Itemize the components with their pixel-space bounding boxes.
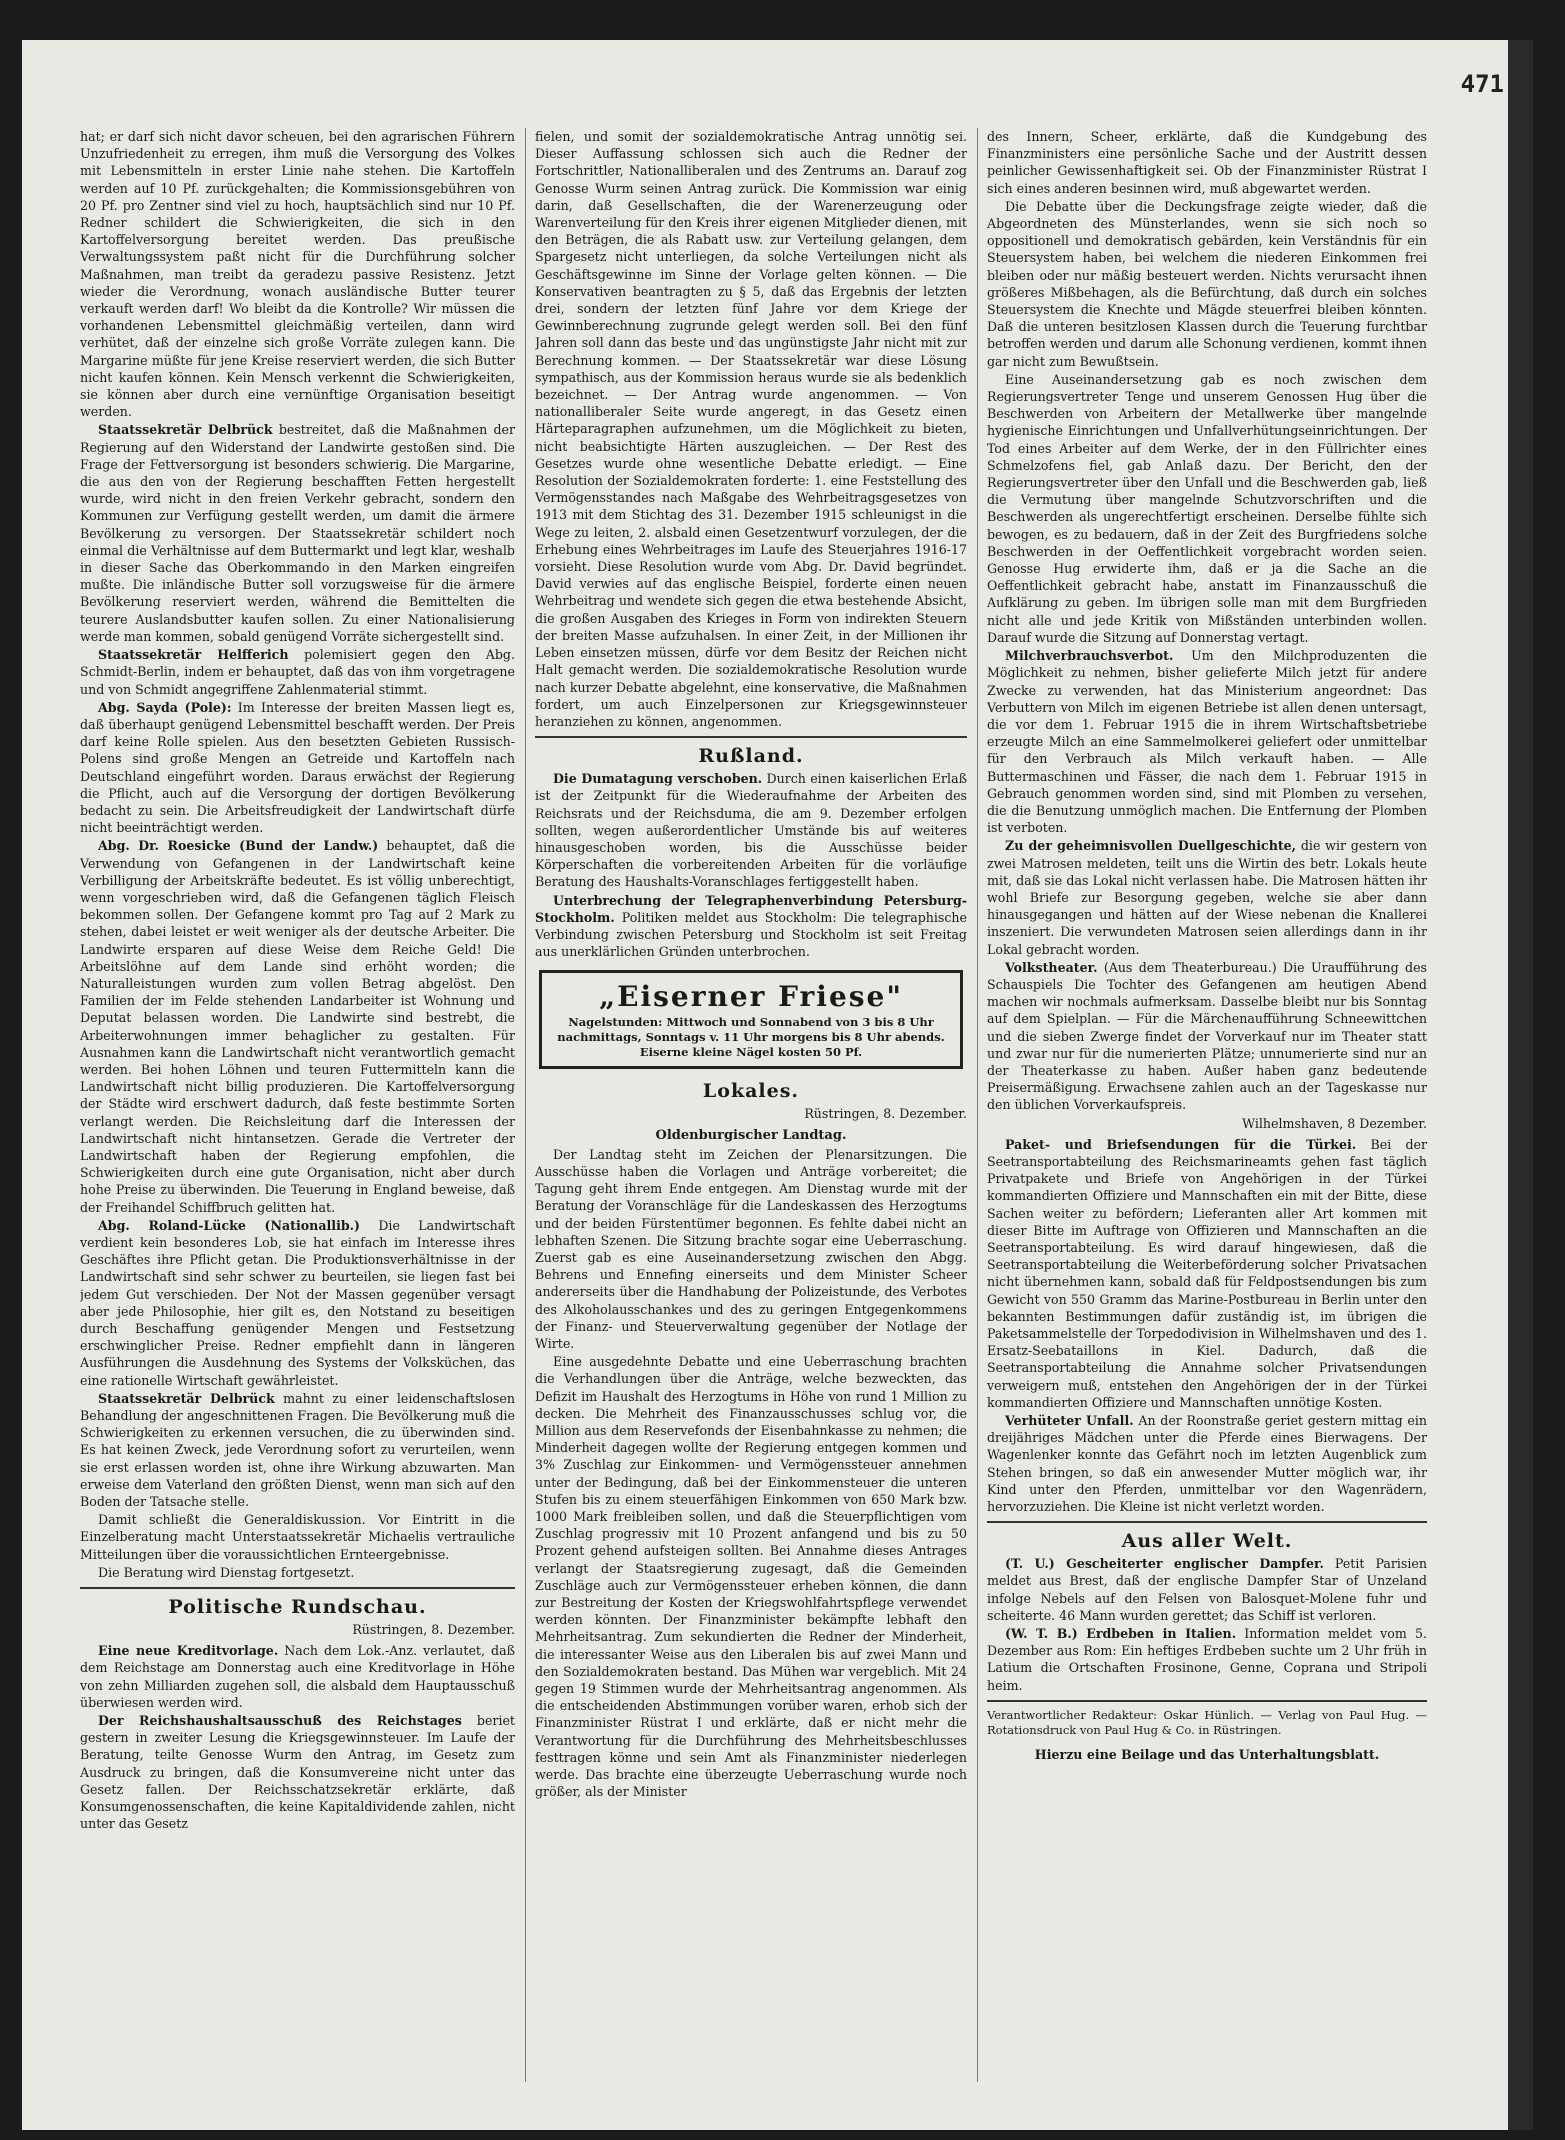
paragraph: [80, 699, 515, 837]
section-divider: [80, 1587, 515, 1589]
section-heading: Politische Rundschau.: [168, 1596, 427, 1619]
advert-text: Eiserne kleine Nägel kosten 50 Pf.: [639, 1045, 863, 1060]
paragraph: [80, 1390, 515, 1510]
paragraph-text: Politiken meldet aus Stockholm: Die telegraphische Verbindung zwischen Petersburg und Stockholm ist seit Freitag aus unerklärlichen Gründen unterbrochen.: [535, 909, 967, 960]
paragraph-text: Nach dem Lok.-Anz. verlautet, daß dem Reichstage am Donnerstag auch eine Kreditvorlage in Höhe von zehn Milliarden zugehen soll, die alsbald dem Hauptausschuß überwiesen werden wird.: [80, 1643, 515, 1710]
paragraph: [535, 770, 967, 890]
section-divider: [987, 1521, 1427, 1523]
paragraph-text: mahnt zu einer leidenschaftslosen Behandlung der angeschnittenen Fragen. Die Bevölkerung muß die Schwierigkeiten zu erkennen versuchen, die zu überwinden sind. Es hat keinen Zweck, jede Verordnung sofort zu verurteilen, wenn sie erst erlassen worden ist, ohne ihre Wirkung abzuwarten. Man erweise dem Vaterland den größten Dienst, wenn man sich auf den Boden der Tatsache stelle.: [80, 1390, 515, 1510]
supplement-note: Hierzu eine Beilage und das Unterhaltungsblatt.: [1034, 1746, 1380, 1762]
paragraph-text: die wir gestern von zwei Matrosen meldeten, teilt uns die Wirtin des betr. Lokals heute mit, daß sie das Lokal nicht verlassen habe. Die Matrosen hätten ihr wohl Briefe zur Besorgung gegeben, welche sie aber dann hinausgegangen und hätten auf der Wiese nebenan die Knallerei inszeniert. Die verwundeten Matrosen seien allerdings dann in ihr Lokal gebracht worden.: [987, 838, 1427, 957]
speaker: Staatssekretär Helfferich: [98, 647, 289, 663]
paragraph: Der Landtag steht im Zeichen der Plenarsitzungen. Die Ausschüsse haben die Vorlagen und Anträge vorbereitet; die Tagung geht ihrem Ende entgegen. Am Dienstag wurde mit der Beratung der Voranschläge für die Landeskassen des Herzogtums und der beiden Fürstentümer begonnen. Es fehlte dabei nicht an lebhaften Szenen. Die Sitzung brachte sogar eine Ueberraschung. Zuerst gab es eine Auseinandersetzung zwischen den Abgg. Behrens und Ennefing einerseits und dem Minister Scheer andererseits über die Handhabung der Polizeistunde, des Verbotes des Alkoholausschankes und des zu geringen Entgegenkommens der Finanz- und Steuerverwaltung gegenüber der Notlage der Wirte.: [535, 1146, 967, 1351]
paragraph: Die Beratung wird Dienstag fortgesetzt.: [98, 1564, 355, 1580]
paragraph: [987, 1625, 1427, 1694]
lead: Volkstheater.: [1005, 959, 1098, 975]
column-3: [987, 128, 1427, 2082]
paragraph: [80, 1642, 515, 1711]
newspaper-page: [22, 40, 1530, 2130]
paragraph-text: An der Roonstraße geriet gestern mittag ein dreijähriges Mädchen unter die Pferde eines Bierwagens. Der Wagenlenker konnte das Gefährt noch im letzten Augenblick zum Stehen bringen, so daß ein anwesender Mutter möglich war, ihr Kind unter den Pferden, unmittelbar vor den Wagenrädern, hervorzuziehen. Die Kleine ist nicht verletzt worden.: [987, 1413, 1427, 1515]
paragraph: [80, 421, 515, 645]
section-heading: Lokales.: [702, 1080, 800, 1103]
paragraph: [80, 1712, 515, 1832]
paragraph: fielen, und somit der sozialdemokratische Antrag unnötig sei. Dieser Auffassung schlossen sich auch die Redner der Fortschrittler, Nationalliberalen und des Zentrums an. Darauf zog Genosse Wurm seinen Antrag zurück. Die Kommission war einig darin, daß Gesellschaften, die der Warenerzeugung oder Warenverteilung für den Kreis ihrer eigenen Mitglieder dienen, mit den Beträgen, die als Rabatt usw. zur Verteilung gelangen, dem Spargesetz nicht unterliegen, da solche Verteilungen nicht als Geschäftsgewinne im Sinne der Vorlage gelten können. — Die Konservativen beantragten zu § 5, daß das Ergebnis der letzten drei, sondern der letzten fünf Jahre vor dem Kriege der Gewinnberechnung zugrunde gelegt werden soll. Bei den fünf Jahren soll dann das beste und das ungünstigste Jahr nicht mit zur Berechnung kommen. — Der Staatssekretär war diese Lösung sympathisch, aus der Kommission heraus wurde sie als bedenklich bezeichnet. — Der Antrag wurde angenommen. — Von nationalliberaler Seite wurde angeregt, in das Gesetz einen Härteparagraphen aufzunehmen, um die Möglichkeit zu bieten, nicht beabsichtigte Härten auszugleichen. — Der Rest des Gesetzes wurde ohne wesentliche Debatte erledigt. — Eine Resolution der Sozialdemokraten forderte: 1. eine Feststellung des Vermögensstandes nach Maßgabe des Wehrbeitragsgesetzes von 1913 mit dem Stichtag des 31. Dezember 1915 schleunigst in die Wege zu leiten, 2. alsbald einen Gesetzentwurf vorzulegen, der die Erhebung eines Wehrbeitrages im Laufe des Steuerjahres 1916-17 vorsieht. Diese Resolution wurde vom Abg. Dr. David begründet. David verwies auf das englische Beispiel, forderte einen neuen Wehrbeitrag und wendete sich gegen die etwa bestehende Absicht, die großen Ausgaben des Krieges in Form von indirekten Steuern der breiten Masse aufzuhalsen. In einer Zeit, in der Millionen ihr Leben einsetzen müssen, dürfe vor dem Besitz der Reichen nicht Halt gemacht werden. Die sozialdemokratische Resolution wurde nach kurzer Debatte abgelehnt, eine konservative, die Maßnahmen fordert, um auch Einzelpersonen zur Kriegsgewinnsteuer heranziehen zu können, angenommen.: [535, 129, 967, 729]
dateline: Rüstringen, 8. Dezember.: [352, 1622, 515, 1638]
paragraph-text: beriet gestern in zweiter Lesung die Kriegsgewinnsteuer. Im Laufe der Beratung, teilte Genosse Wurm den Antrag, im Gesetz zum Ausdruck zu bringen, daß die Konsumvereine nicht unter das Gesetz fallen. Der Reichsschatzsekretär erklärte, daß Konsumgenossenschaften, die keine Kapitaldividende zahlen, nicht unter das Gesetz: [80, 1713, 515, 1832]
speaker: Abg. Roland-Lücke (Nationallib.): [98, 1217, 361, 1233]
paragraph-text: Im Interesse der breiten Massen liegt es, daß überhaupt genügend Lebensmittel beschafft werden. Der Preis darf keine Rolle spielen. Aus den besetzten Gebieten Russisch-Polens sind große Mengen an Getreide und Kartoffeln nach Deutschland eingeführt worden. Daraus erwächst der Regierung die Pflicht, auch auf die Versorgung der dortigen Bevölkerung bedacht zu sein. Die Arbeitsfreudigkeit der Landwirtschaft dürfe nicht beeinträchtigt werden.: [80, 699, 515, 836]
lead: Paket- und Briefsendungen für die Türkei.: [1005, 1136, 1357, 1152]
advertisement-box: [539, 970, 963, 1069]
column-divider: [977, 128, 978, 2082]
lead: Verhüteter Unfall.: [1005, 1413, 1134, 1429]
paragraph: [987, 1555, 1427, 1624]
speaker: Abg. Sayda (Pole):: [98, 699, 232, 715]
paragraph-text: behauptet, daß die Verwendung von Gefangenen in der Landwirtschaft keine Verbilligung der Arbeitskräfte bedeutet. Es ist völlig unberechtigt, wenn vorgeschrieben wird, daß die Gefangenen täglich Fleisch bekommen sollen. Der Gefangene kommt pro Tag auf 2 Mark zu stehen, dabei leistet er weit weniger als der deutsche Arbeiter. Die Landwirte ersparen auf diese Weise dem Reiche Geld! Die Arbeitslöhne auf dem Lande sind erhöht worden; die Naturalleistungen wurden zum vollen Betrag abgelöst. Den Familien der im Felde stehenden Landarbeiter ist Wohnung und Deputat belassen worden. Die Landwirte sind bestrebt, die Arbeiterwohnungen immer behaglicher zu gestalten. Für Ausnahmen kann die Landwirtschaft nicht verantwortlich gemacht werden. Bei hohen Löhnen und teuren Futtermitteln kann die Landwirtschaft nicht billig produzieren. Die Kartoffelversorgung der Städte wird erschwert dadurch, daß feste bestimmte Sorten verlangt werden. Die Reichsleitung darf die Interessen der Landwirtschaft nicht hintansetzen. Gerade die Vertreter der Landwirtschaft haben der Regierung empfohlen, die Schwierigkeiten durch eine gute Organisation, nicht aber durch hohe Preise zu überwinden. Die Teuerung in England beweise, daß der Freihandel Schiffbruch gelitten hat.: [80, 838, 515, 1215]
paragraph-text: Petit Parisien meldet aus Brest, daß der englische Dampfer Star of Unzeland infolge Nebels auf den Felsen von Balosquet-Molene fuhr und scheiterte. 46 Mann wurden gerettet; das Schiff ist verloren.: [987, 1556, 1427, 1623]
paragraph-text: Information meldet vom 5. Dezember aus Rom: Ein heftiges Erdbeben suchte um 2 Uhr früh in Latium die Ortschaften Frosinone, Genne, Coprana und Stripoli heim.: [987, 1626, 1427, 1693]
paragraph-text: (Aus dem Theaterbureau.) Die Uraufführung des Schauspiels Die Tochter des Gefangenen am heutigen Abend machen wir nochmals aufmerksam. Dasselbe bleibt nur bis Sonntag auf dem Spielplan. — Für die Märchenaufführung Schneewittchen und die sieben Zwerge findet der Vorverkauf nur im Theater statt und zwar nur für die numerierten Plätze; unnumerierte sind nur an der Theaterkasse zu haben. Außer haben ganz bedeutende Preisermäßigung. Erwachsene zahlen auch an der Tageskasse nur den üblichen Vorverkaufspreis.: [987, 959, 1427, 1113]
advert-text: Nagelstunden: Mittwoch und Sonnabend von 3 bis 8 Uhr nachmittags, Sonntags v. 11 Uhr morgens bis 8 Uhr abends.: [557, 1015, 945, 1045]
paragraph: Eine Auseinandersetzung gab es noch zwischen dem Regierungsvertreter Tenge und unserem Genossen Hug über die Beschwerden von Arbeitern der Metallwerke über mangelnde hygienische Einrichtungen und Unfallverhütungseinrichtungen. Der Tod eines Arbeiter auf dem Werke, der in den Füllrichter eines Schmelzofens fiel, gab Anlaß dazu. Der Bericht, den der Regierungsvertreter über den Unfall und die Beschwerden gab, ließ die Vermutung über mangelnde Schutzvorschriften und die Beschwerden als ungerechtfertigt erscheinen. Derselbe fühlte sich bewogen, es zu bedauern, daß in der Zeit des Burgfriedens solche Beschwerden in der Oeffentlichkeit vorgebracht worden seien. Genosse Hug erwiderte ihm, daß er ja die Sache an die Oeffentlichkeit gebracht habe, anstatt im Finanzausschuß die Aufklärung zu geben. Im übrigen solle man mit dem Burgfrieden nicht alle und jede Kritik von Mißständen unterbinden wollen. Darauf wurde die Sitzung auf Donnerstag vertagt.: [987, 371, 1427, 645]
speaker: Staatssekretär Delbrück: [98, 422, 273, 438]
lead: Unterbrechung der Telegraphenverbindung Petersburg-Stockholm.: [535, 892, 967, 925]
lead: Die Dumatagung verschoben.: [553, 771, 763, 787]
paragraph-text: bestreitet, daß die Maßnahmen der Regierung auf den Widerstand der Landwirte gestoßen sind. Die Frage der Fettversorgung ist besonders schwierig. Die Margarine, die aus den von der Regierung beschafften Fetten hergestellt wurde, wird nicht in den freien Verkehr gebracht, sondern den Kommunen zur Verfügung gestellt werden, um damit die ärmere Bevölkerung zu versorgen. Der Staatssekretär schildert noch einmal die Verhältnisse auf dem Buttermarkt und legt klar, weshalb in dieser Sache das Oberkommando in den Marken eingreifen mußte. Die inländische Butter soll vorzugsweise für die ärmere Bevölkerung reserviert werden, während die Bemittelten die teurere Auslandsbutter kaufen sollen. Zu einer Nationalisierung werde man kommen, sobald genügend Vorräte sichergestellt sind.: [80, 422, 515, 644]
advert-title: „Eiserner Friese": [599, 980, 903, 1014]
paragraph: [80, 837, 515, 1215]
paragraph-text: polemisiert gegen den Abg. Schmidt-Berlin, indem er behauptet, daß das von ihm vorgetragene und von Schmidt angegriffene Zahlenmaterial stimmt.: [80, 647, 515, 697]
paragraph: [987, 837, 1427, 957]
section-heading: Aus aller Welt.: [1121, 1530, 1293, 1553]
paragraph-text: Bei der Seetransportabteilung des Reichsmarineamts gehen fast täglich Privatpakete und Briefe von Angehörigen in der Türkei kommandierten Offiziere und Mannschaften ein mit der Bitte, diese Sachen weiter zu befördern; Lieferanten aller Art kommen mit dieser Bitte im Auftrage von Offizieren und Mannschaften an die Seetransportabteilung. Es wird darauf hingewiesen, daß die Seetransportabteilung die Weiterbeförderung solcher Privatsachen nicht übernehmen kann, sobald daß für Feldpostsendungen bis zum Gewicht von 550 Gramm das Marine-Postbureau in Berlin unter den bekannten Bestimmungen dafür zuständig ist, im übrigen die Paketsammelstelle der Torpedodivision in Wilhelmshaven und des 1. Ersatz-Seebataillons in Kiel. Dadurch, daß die Seetransportabteilung die Annahme solcher Privatsendungen verweigern muß, entstehen den Angehörigen der in der Türkei kommandierten Offiziere und Mannschaften unnötige Kosten.: [987, 1136, 1427, 1410]
paragraph: [987, 647, 1427, 836]
book-spine: [1508, 40, 1533, 2130]
dateline: Rüstringen, 8. Dezember.: [804, 1106, 967, 1122]
paragraph-text: Die Landwirtschaft verdient kein besonderes Lob, sie hat einfach im Interesse ihres Geschäftes ihre Pflicht getan. Die Produktionsverhältnisse in der Landwirtschaft sind sehr schwer zu beurteilen, sie liegen fast bei jedem Gut verschieden. Der Not der Massen gegenüber versagt aber jede Philosophie, hier gilt es, den Notstand zu beseitigen durch Beschaffung genügender Mengen und Festsetzung erschwinglicher Preise. Redner empfiehlt dann in längeren Ausführungen die Ausdehnung des Systems der Volksküchen, das eine rationelle Wirtschaft gewährleistet.: [80, 1217, 515, 1388]
lead: (T. U.) Gescheiterter englischer Dampfer.: [1005, 1556, 1324, 1572]
section-divider: [535, 736, 967, 738]
paragraph: [987, 1136, 1427, 1411]
paragraph: [80, 1217, 515, 1389]
column-1: [80, 128, 515, 2082]
section-heading: Rußland.: [698, 745, 804, 768]
lead: Zu der geheimnisvollen Duellgeschichte,: [1005, 838, 1297, 854]
paragraph: [987, 959, 1427, 1114]
speaker: Staatssekretär Delbrück: [98, 1390, 275, 1406]
paragraph-text: Um den Milchproduzenten die Möglichkeit zu nehmen, bisher gelieferte Milch jetzt für andere Zwecke zu verwenden, hat das Ministerium angeordnet: Das Verbuttern von Milch im eigenen Betriebe ist allen denen untersagt, die vor dem 1. Februar 1915 die in ihrem Wirtschaftsbetriebe erzeugte Milch an eine Sammelmolkerei geliefert oder unmittelbar für den Verbrauch als Milch verkauft haben. — Alle Buttermaschinen und Fässer, die nach dem 1. Februar 1915 in Gebrauch genommen worden sind, sind mit Plomben zu versehen, die die Benutzung unmöglich machen. Die Entfernung der Plomben ist verboten.: [987, 648, 1427, 836]
subheading: Oldenburgischer Landtag.: [655, 1127, 847, 1143]
lead: Milchverbrauchsverbot.: [1005, 648, 1174, 664]
paragraph: Eine ausgedehnte Debatte und eine Ueberraschung brachten die Verhandlungen über die Anträge, welche bezweckten, das Defizit im Haushalt des Herzogtums in Höhe von rund 1 Million zu decken. Die Mehrheit des Finanzausschusses schlug vor, die Million aus dem Reservefonds der Eisenbahnkasse zu nehmen; die Minderheit dagegen wollte der Regierung entgegen kommen und 3% Zuschlag zur Einkommen- und Vermögenssteuer annehmen unter der Bedingung, daß bei der Einkommensteuer die unteren Stufen bis zu einem steuerfähigen Einkommen von 650 Mark bzw. 1000 Mark freibleiben sollen, und daß die Steuerpflichtigen vom Zuschlag progressiv mit 10 Prozent anfangend und bis zu 50 Prozent gehend aufsteigen sollten. Bei Annahme dieses Antrages verlangt der Staatsregierung zugesagt, daß die Gemeinden Zuschläge auch zur Vermögenssteuer erheben können, die dann zur Bestreitung der Kosten der Kriegswohlfahrtspflege verwendet werden könnten. Der Finanzminister bekämpfte lebhaft den Mehrheitsantrag. Zum sekundierten die Redner der Minderheit, die interessanter Weise aus den Liberalen bis auf zwei Mann und den Sozialdemokraten bestand. Das Mühen war vergeblich. Mit 24 gegen 19 Stimmen wurde der Mehrheitsantrag angenommen. Als die entscheidenden Abstimmungen vorüber waren, erhob sich der Finanzminister Rüstrat I und erklärte, daß er nicht mehr die Verantwortung für die Durchführung des Mehrheitsbeschlusses festtragen könne und sein Amt als Finanzminister niederlegen werde. Das brachte eine überzeugte Ueberraschung wurde noch größer, als der Minister: [535, 1354, 967, 1800]
speaker: Abg. Dr. Roesicke (Bund der Landw.): [98, 838, 379, 854]
paragraph: [987, 1412, 1427, 1515]
lead: Eine neue Kreditvorlage.: [98, 1643, 279, 1659]
paragraph-text: Durch einen kaiserlichen Erlaß ist der Zeitpunkt für die Wiederaufnahme der Arbeiten des Reichsrats und der Reichsduma, die am 9. Dezember erfolgen sollten, wegen außerordentlicher Umstände bis auf weiteres hinausgeschoben worden, bis die Ausschüsse beider Körperschaften die vorbereitenden Arbeiten für die vorläufige Beratung des Haushalts-Voranschlages fertiggestellt haben.: [535, 771, 967, 890]
paragraph: Die Debatte über die Deckungsfrage zeigte wieder, daß die Abgeordneten des Münsterlandes, wenn sie sich noch so oppositionell und demokratisch gebärden, kein Verständnis für ein Steuersystem haben, bei welchem die niederen Einkommen frei bleiben oder nur mäßig besteuert werden. Nichts verursacht ihnen größeres Mißbehagen, als die Befürchtung, daß durch ein solches Steuersystem die Knechte und Mägde steuerfrei bleiben könnten. Daß die unteren besitzlosen Klassen durch die Teuerung furchtbar betroffen werden und darum alle Schonung verdienen, kommt ihnen gar nicht zum Bewußtsein.: [987, 198, 1427, 369]
lead: (W. T. B.) Erdbeben in Italien.: [1005, 1626, 1237, 1642]
paragraph: Damit schließt die Generaldiskussion. Vor Eintritt in die Einzelberatung macht Unterstaatssekretär Michaelis vertrauliche Mitteilungen über die voraussichtlichen Ernteergebnisse.: [80, 1512, 515, 1562]
paragraph: des Innern, Scheer, erklärte, daß die Kundgebung des Finanzministers eine persönliche Sache und der Austritt dessen peinlicher Gewissenhaftigkeit sei. Ob der Finanzminister Rüstrat I sich eines anderen besinnen wird, muß abgewartet werden.: [987, 129, 1427, 196]
page-number: 471: [1460, 70, 1504, 98]
column-2: [535, 128, 967, 2082]
paragraph: hat; er darf sich nicht davor scheuen, bei den agrarischen Führern Unzufriedenheit zu erregen, ihm muß die Versorgung des Volkes mit Lebensmitteln in erster Linie nahe stehen. Die Kartoffeln werden auf 10 Pf. zurückgehalten; die Kommissionsgebühren von 20 Pf. pro Zentner sind viel zu hoch, hauptsächlich sind nur 10 Pf. Redner schildert die Schwierigkeiten, die sich in den Kartoffelversorgung bereitet werden. Das preußische Verwaltungssystem paßt nicht für die Durchführung solcher Maßnahmen, man treibt da geradezu passive Resistenz. Jetzt wieder die Verordnung, wonach ausländische Butter teurer verkauft werden darf! Wo bleibt da die Kontrolle? Wir müssen die vorhandenen Lebensmittel gleichmäßig verteilen, dann wird verhütet, daß der einzelne sich große Vorräte zulegen kann. Die Margarine müßte für jene Kreise reserviert werden, die sich Butter nicht kaufen können. Kein Mensch verkennt die Schwierigkeiten, sie können aber durch eine vernünftige Organisation beseitigt werden.: [80, 129, 515, 420]
column-divider: [525, 128, 526, 2082]
imprint: Verantwortlicher Redakteur: Oskar Hünlich. — Verlag von Paul Hug. — Rotationsdruck von Paul Hug & Co. in Rüstringen.: [987, 1707, 1427, 1737]
lead: Der Reichshaushaltsausschuß des Reichstages: [98, 1713, 462, 1729]
dateline: Wilhelmshaven, 8 Dezember.: [1242, 1115, 1427, 1131]
section-divider: [987, 1700, 1427, 1702]
paragraph: [535, 892, 967, 961]
paragraph: [80, 646, 515, 698]
